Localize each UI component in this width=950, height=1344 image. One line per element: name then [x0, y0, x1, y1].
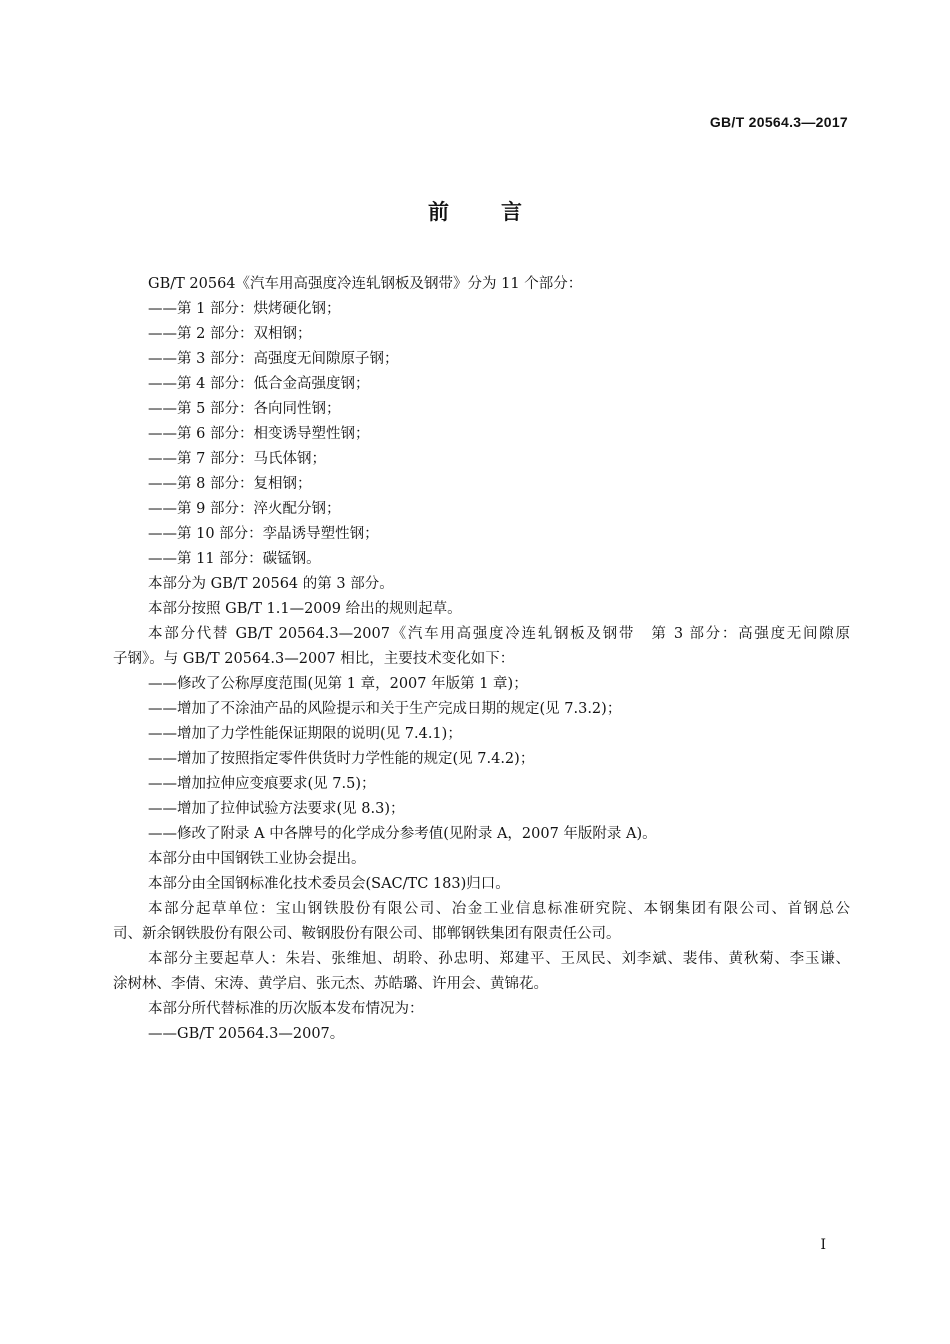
paragraph-line: ——修改了公称厚度范围(见第 1 章，2007 年版第 1 章)；: [148, 676, 528, 692]
document-body: [113, 272, 850, 1047]
paragraph: [113, 472, 850, 497]
paragraph-line: ——第 9 部分：淬火配分钢；: [148, 501, 341, 517]
paragraph-line: ——第 8 部分：复相钢；: [148, 476, 312, 492]
paragraph: [113, 847, 850, 872]
paragraph-line: ——第 1 部分：烘烤硬化钢；: [148, 301, 341, 317]
paragraph: [113, 947, 850, 997]
paragraph-line: 本部分起草单位：宝山钢铁股份有限公司、冶金工业信息标准研究院、本钢集团有限公司、首钢总公: [148, 901, 850, 917]
paragraph-line: ——GB/T 20564.3—2007。: [148, 1026, 345, 1042]
paragraph-line: ——第 11 部分：碳锰钢。: [148, 551, 321, 567]
paragraph-line: ——第 2 部分：双相钢；: [148, 326, 312, 342]
paragraph: [113, 997, 850, 1022]
paragraph: [113, 347, 850, 372]
paragraph: [113, 372, 850, 397]
paragraph-line: 本部分由全国钢标准化技术委员会(SAC/TC 183)归口。: [148, 876, 510, 892]
paragraph-line: 司、新余钢铁股份有限公司、鞍钢股份有限公司、邯郸钢铁集团有限责任公司。: [113, 926, 621, 942]
paragraph-line: ——第 5 部分：各向同性钢；: [148, 401, 341, 417]
paragraph-line: ——第 7 部分：马氏体钢；: [148, 451, 326, 467]
paragraph-line: ——增加了按照指定零件供货时力学性能的规定(见 7.4.2)；: [148, 751, 535, 767]
paragraph: [113, 747, 850, 772]
paragraph: [113, 697, 850, 722]
paragraph-line: 本部分主要起草人：朱岩、张维旭、胡聆、孙忠明、郑建平、王凤民、刘李斌、裴伟、黄秋菊、李玉谦、: [148, 951, 850, 967]
paragraph: [113, 1022, 850, 1047]
paragraph: [113, 722, 850, 747]
paragraph: [113, 297, 850, 322]
paragraph: [113, 422, 850, 447]
page-number: I: [820, 1237, 826, 1253]
paragraph-line: ——第 10 部分：孪晶诱导塑性钢；: [148, 526, 379, 542]
paragraph-line: ——增加拉伸应变痕要求(见 7.5)；: [148, 776, 376, 792]
paragraph: [113, 272, 850, 297]
paragraph: [113, 672, 850, 697]
paragraph: [113, 797, 850, 822]
paragraph: [113, 872, 850, 897]
paragraph-line: 本部分所代替标准的历次版本发布情况为：: [148, 1001, 424, 1017]
paragraph-line: 本部分按照 GB/T 1.1—2009 给出的规则起草。: [148, 601, 462, 617]
paragraph-line: 本部分由中国钢铁工业协会提出。: [148, 851, 366, 867]
paragraph-line: ——第 3 部分：高强度无间隙原子钢；: [148, 351, 399, 367]
paragraph-line: ——第 6 部分：相变诱导塑性钢；: [148, 426, 370, 442]
paragraph-line: ——增加了拉伸试验方法要求(见 8.3)；: [148, 801, 405, 817]
paragraph: [113, 497, 850, 522]
paragraph: [113, 447, 850, 472]
page-title: 前言: [428, 199, 574, 224]
paragraph: [113, 822, 850, 847]
paragraph: [113, 772, 850, 797]
paragraph-line: 涂树林、李倩、宋涛、黄学启、张元杰、苏皓璐、许用会、黄锦花。: [113, 976, 548, 992]
paragraph-line: 子钢》。与 GB/T 20564.3—2007 相比，主要技术变化如下：: [113, 651, 515, 667]
paragraph: [113, 622, 850, 672]
paragraph-line: ——增加了不涂油产品的风险提示和关于生产完成日期的规定(见 7.3.2)；: [148, 701, 622, 717]
paragraph: [113, 572, 850, 597]
paragraph-line: ——增加了力学性能保证期限的说明(见 7.4.1)；: [148, 726, 462, 742]
paragraph: [113, 547, 850, 572]
paragraph-line: ——第 4 部分：低合金高强度钢；: [148, 376, 370, 392]
paragraph: [113, 522, 850, 547]
standard-number: GB/T 20564.3—2017: [709, 114, 848, 130]
paragraph: [113, 322, 850, 347]
paragraph-line: ——修改了附录 A 中各牌号的化学成分参考值(见附录 A，2007 年版附录 A)。: [148, 826, 657, 842]
paragraph: [113, 597, 850, 622]
paragraph-line: 本部分为 GB/T 20564 的第 3 部分。: [148, 576, 394, 592]
paragraph-line: GB/T 20564《汽车用高强度冷连轧钢板及钢带》分为 11 个部分：: [148, 276, 583, 292]
paragraph: [113, 897, 850, 947]
paragraph: [113, 397, 850, 422]
paragraph-line: 本部分代替 GB/T 20564.3—2007《汽车用高强度冷连轧钢板及钢带 第 3 部分：高强度无间隙原: [148, 626, 850, 642]
